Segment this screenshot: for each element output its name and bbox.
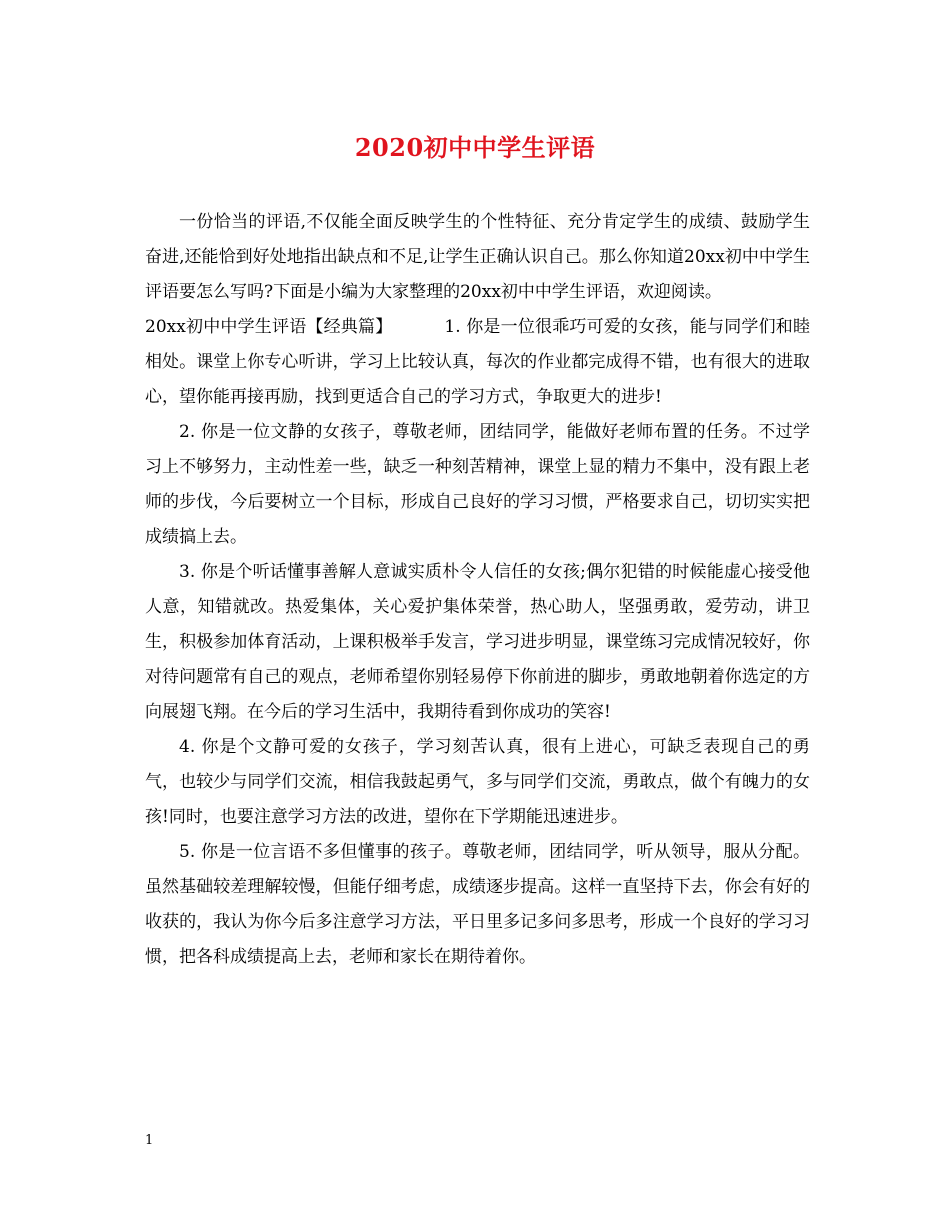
comment-item-2: 2. 你是一位文静的女孩子，尊敬老师，团结同学，能做好老师布置的任务。不过学习上不够努力，主动性差一些，缺乏一种刻苦精神，课堂上显的精力不集中，没有跟上老师的步伐，今后要树立一个目标，形成自己良好的学习习惯，严格要求自己，切切实实把成绩搞上去。 <box>145 422 810 547</box>
comment-item-3: 3. 你是个听话懂事善解人意诚实质朴令人信任的女孩;偶尔犯错的时候能虚心接受他人意，知错就改。热爱集体，关心爱护集体荣誉，热心助人，坚强勇敢，爱劳动，讲卫生，积极参加体育活动，上课积极举手发言，学习进步明显，课堂练习完成情况较好，你对待问题常有自己的观点，老师希望你别轻易停下你前进的脚步，勇敢地朝着你选定的方向展翅飞翔。在今后的学习生活中，我期待看到你成功的笑容! <box>145 562 810 722</box>
intro-paragraph: 一份恰当的评语,不仅能全面反映学生的个性特征、充分肯定学生的成绩、鼓励学生奋进,还能恰到好处地指出缺点和不足,让学生正确认识自己。那么你知道20xx初中中学生评语要怎么写吗?下面是小编为大家整理的20xx初中中学生评语，欢迎阅读。 <box>145 212 810 302</box>
document-body <box>145 205 810 975</box>
comment-item-4: 4. 你是个文静可爱的女孩子，学习刻苦认真，很有上进心，可缺乏表现自己的勇气，也较少与同学们交流，相信我鼓起勇气，多与同学们交流，勇敢点，做个有魄力的女孩!同时，也要注意学习方法的改进，望你在下学期能迅速进步。 <box>145 737 810 827</box>
section-heading: 20xx初中中学生评语【经典篇】 <box>145 317 393 337</box>
comment-item-1: 1. 你是一位很乖巧可爱的女孩，能与同学们和睦相处。课堂上你专心听讲，学习上比较认真，每次的作业都完成得不错，也有很大的进取心，望你能再接再励，找到更适合自己的学习方式，争取更大的进步! <box>145 317 811 407</box>
comment-item-5: 5. 你是一位言语不多但懂事的孩子。尊敬老师，团结同学，听从领导，服从分配。虽然基础较差理解较慢，但能仔细考虑，成绩逐步提高。这样一直坚持下去，你会有好的收获的，我认为你今后多注意学习方法，平日里多记多问多思考，形成一个良好的学习习惯，把各科成绩提高上去，老师和家长在期待着你。 <box>145 842 810 967</box>
page-number: 1 <box>145 1133 154 1148</box>
section-paragraph <box>145 310 810 415</box>
document-title: 2020初中中学生评语 <box>354 133 596 162</box>
